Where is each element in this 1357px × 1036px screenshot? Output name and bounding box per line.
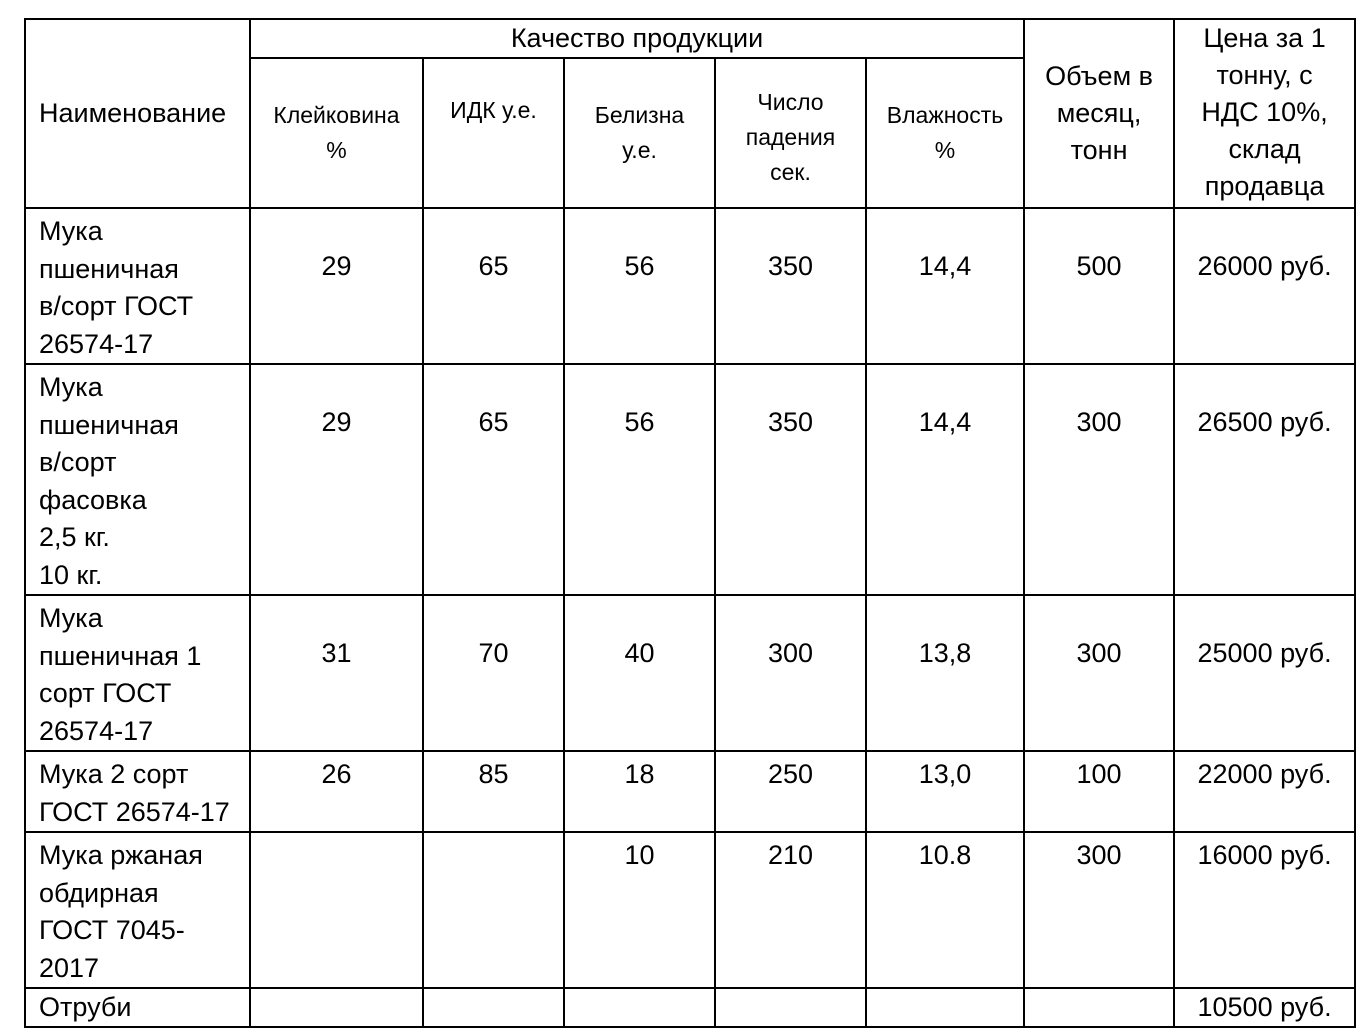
row-name: Отруби (25, 988, 250, 1027)
table-row (25, 364, 1355, 595)
row-moisture: 13,8 (866, 595, 1024, 751)
row-price: 26000 руб. (1174, 208, 1355, 364)
row-gluten: 26 (250, 751, 423, 832)
row-falling-number: 210 (715, 832, 866, 988)
row-falling-number: 350 (715, 364, 866, 595)
row-falling-number: 300 (715, 595, 866, 751)
row-falling-number: 350 (715, 208, 866, 364)
row-volume: 100 (1024, 751, 1174, 832)
header-row (25, 19, 1355, 58)
row-moisture: 13,0 (866, 751, 1024, 832)
row-moisture (866, 988, 1024, 1027)
row-name: Мука пшеничная 1 сорт ГОСТ 26574-17 (25, 595, 250, 751)
row-price: 16000 руб. (1174, 832, 1355, 988)
table-row (25, 751, 1355, 832)
row-name: Мука пшеничная в/сорт фасовка 2,5 кг. 10 кг. (25, 364, 250, 595)
header-gluten: Клейковина % (250, 58, 423, 208)
header-falling-number: Число падения сек. (715, 58, 866, 208)
row-whiteness: 40 (564, 595, 715, 751)
price-table (24, 18, 1356, 1028)
table-row (25, 832, 1355, 988)
row-volume (1024, 988, 1174, 1027)
row-falling-number (715, 988, 866, 1027)
header-idk: ИДК у.е. (423, 58, 564, 208)
row-moisture: 14,4 (866, 208, 1024, 364)
row-price: 10500 руб. (1174, 988, 1355, 1027)
row-price: 22000 руб. (1174, 751, 1355, 832)
table-row (25, 208, 1355, 364)
row-moisture: 14,4 (866, 364, 1024, 595)
row-falling-number: 250 (715, 751, 866, 832)
row-gluten: 29 (250, 364, 423, 595)
row-idk (423, 832, 564, 988)
header-quality-group: Качество продукции (250, 19, 1024, 58)
row-gluten: 29 (250, 208, 423, 364)
row-price: 26500 руб. (1174, 364, 1355, 595)
row-idk: 85 (423, 751, 564, 832)
row-volume: 300 (1024, 832, 1174, 988)
row-gluten: 31 (250, 595, 423, 751)
row-name: Мука пшеничная в/сорт ГОСТ 26574-17 (25, 208, 250, 364)
row-idk: 70 (423, 595, 564, 751)
header-moisture: Влажность % (866, 58, 1024, 208)
row-idk: 65 (423, 364, 564, 595)
row-whiteness: 18 (564, 751, 715, 832)
header-price: Цена за 1 тонну, с НДС 10%, склад продавца (1174, 19, 1355, 208)
row-gluten (250, 988, 423, 1027)
row-whiteness: 56 (564, 208, 715, 364)
row-volume: 300 (1024, 595, 1174, 751)
table-row (25, 988, 1355, 1027)
row-whiteness (564, 988, 715, 1027)
header-volume: Объем в месяц, тонн (1024, 19, 1174, 208)
row-price: 25000 руб. (1174, 595, 1355, 751)
header-name: Наименование (25, 19, 250, 208)
row-volume: 500 (1024, 208, 1174, 364)
row-whiteness: 10 (564, 832, 715, 988)
row-moisture: 10.8 (866, 832, 1024, 988)
row-idk (423, 988, 564, 1027)
row-idk: 65 (423, 208, 564, 364)
row-volume: 300 (1024, 364, 1174, 595)
row-gluten (250, 832, 423, 988)
row-name: Мука 2 сорт ГОСТ 26574-17 (25, 751, 250, 832)
table-row (25, 595, 1355, 751)
row-name: Мука ржаная обдирная ГОСТ 7045- 2017 (25, 832, 250, 988)
row-whiteness: 56 (564, 364, 715, 595)
header-whiteness: Белизна у.е. (564, 58, 715, 208)
